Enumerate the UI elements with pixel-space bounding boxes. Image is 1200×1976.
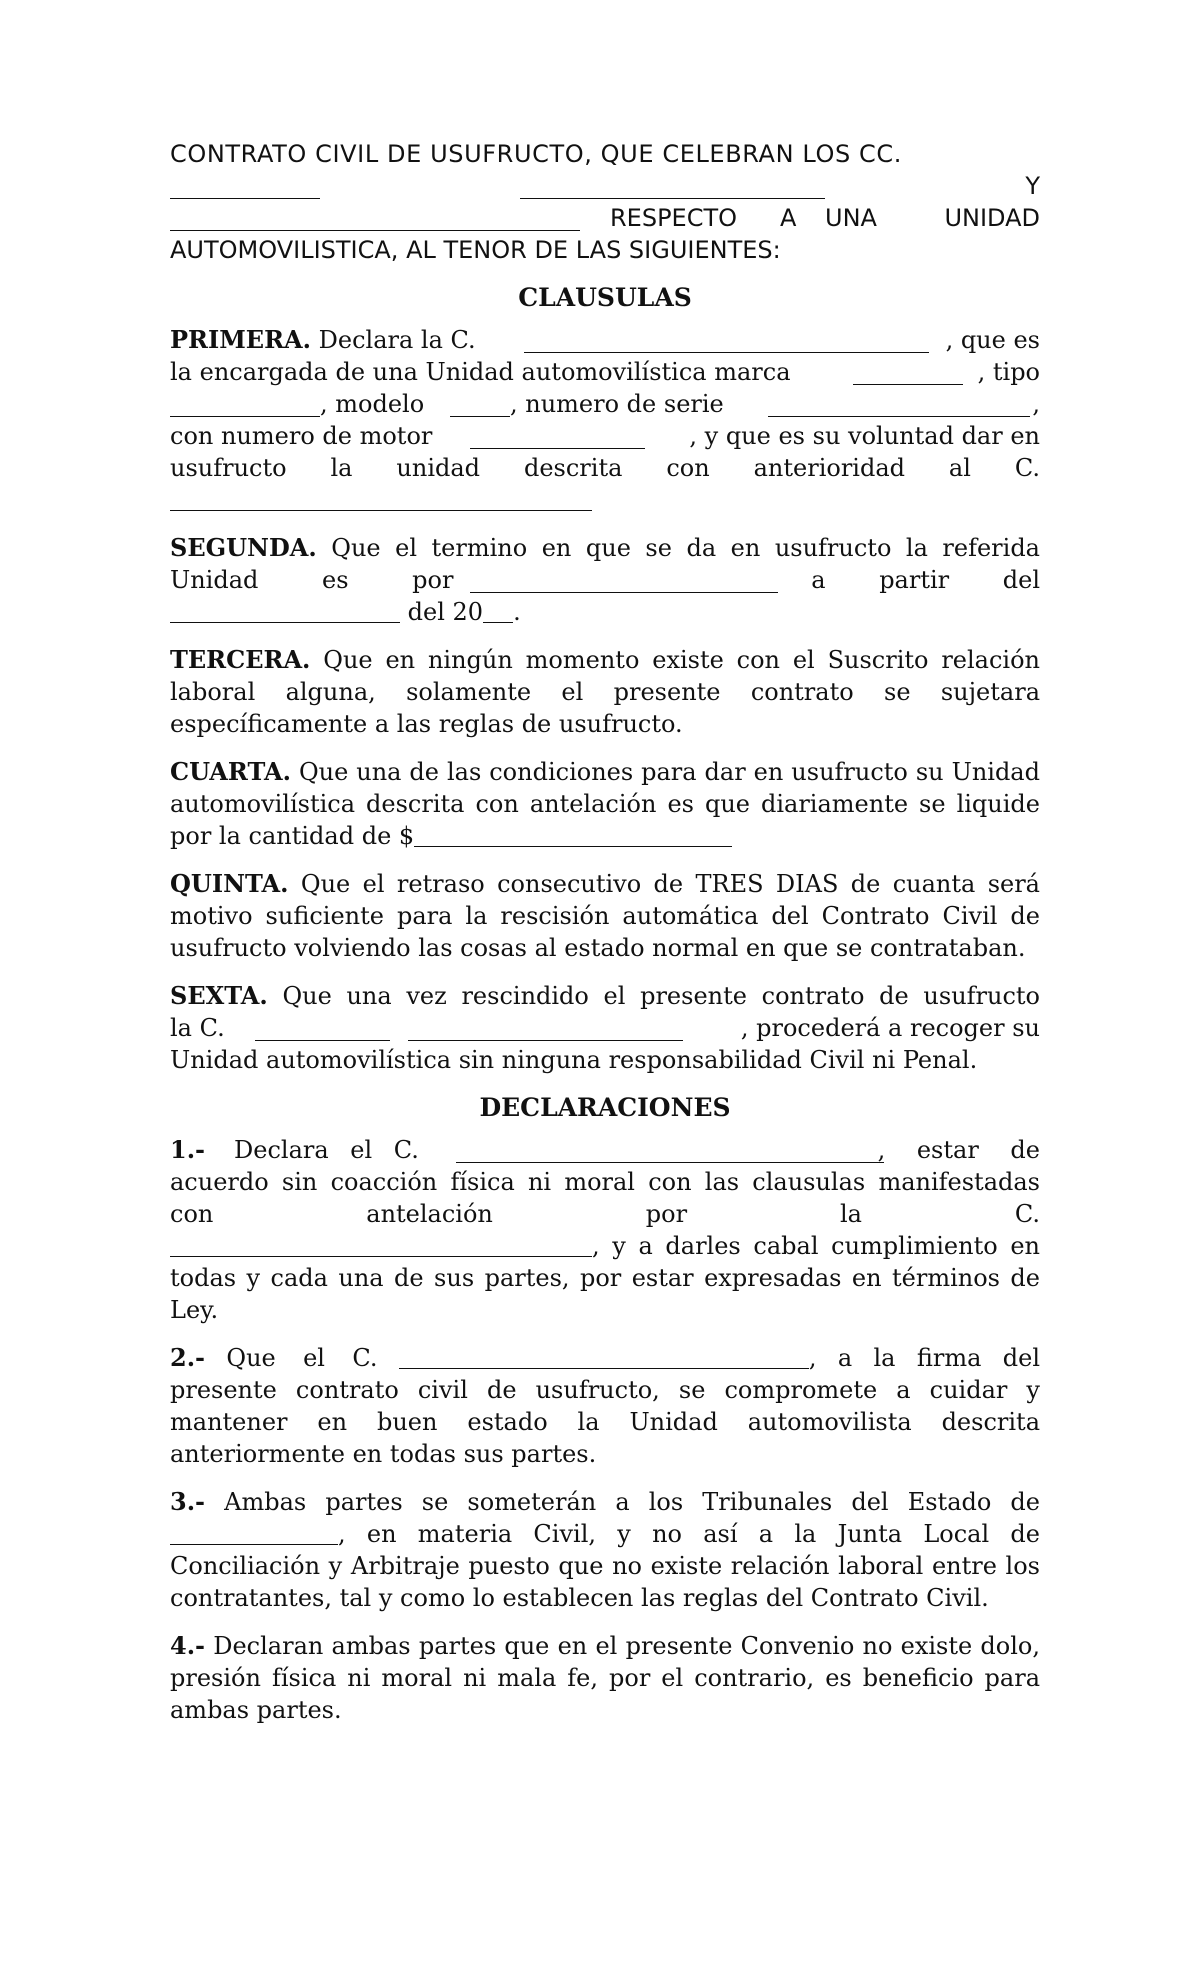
- d3-text: [170, 1486, 1040, 1614]
- d3-label: 3.-: [170, 1487, 206, 1516]
- d3-text-1: Ambas partes se someterán a los Tribunales del Estado de: [224, 1488, 1040, 1516]
- clause-cuarta: [170, 756, 1040, 852]
- clause-sexta: [170, 980, 1040, 1076]
- contract-body: [170, 138, 1040, 1742]
- segunda-text-4: del 20: [407, 598, 484, 626]
- blank-motor: [470, 424, 645, 449]
- segunda-line-2: [170, 564, 1040, 596]
- segunda-line-3: [170, 596, 1040, 628]
- d1-text-2: , estar de: [877, 1136, 1040, 1164]
- primera-line-3: [170, 388, 1040, 420]
- intro-line-3: [170, 202, 1040, 234]
- segunda-text-5: .: [513, 598, 521, 626]
- blank-termino: [470, 568, 778, 593]
- intro-line-1: [170, 138, 1040, 170]
- primera-text-2a: , que es: [945, 326, 1040, 354]
- d2-label: 2.-: [170, 1343, 206, 1372]
- blank-party-1b: [520, 174, 825, 199]
- declaracion-3: [170, 1486, 1040, 1614]
- clause-primera: [170, 324, 1040, 516]
- sexta-line-2: [170, 1012, 1040, 1044]
- clause-segunda: [170, 532, 1040, 628]
- blank-modelo: [450, 392, 510, 417]
- tercera-text: Que en ningún momento existe con el Suscrito relación laboral alguna, solamente el presente contrato se sujetara específicamente a las reglas de usufructo.: [170, 646, 1041, 738]
- sexta-text-2: la C.: [170, 1014, 225, 1042]
- blank-tipo: [170, 392, 320, 417]
- d1-line-2: [170, 1166, 1040, 1230]
- blank-cantidad: [414, 822, 732, 847]
- primera-text-2b: la encargada de una Unidad automovilística marca: [170, 358, 791, 386]
- primera-label: PRIMERA.: [170, 325, 311, 354]
- intro-line-4: [170, 234, 1040, 266]
- quinta-label: QUINTA.: [170, 869, 289, 898]
- intro-respecto: RESPECTO: [610, 204, 738, 232]
- declaracion-2: [170, 1342, 1040, 1470]
- tercera-label: TERCERA.: [170, 645, 311, 674]
- intro-unidad: UNIDAD: [944, 204, 1040, 232]
- clause-quinta: [170, 868, 1040, 964]
- d1-line-3: [170, 1230, 1040, 1326]
- d2-text-1: Que el C.: [226, 1344, 378, 1372]
- primera-text-8: , y que es su voluntad dar en: [689, 422, 1040, 450]
- cuarta-text: Que una de las condiciones para dar en usufructo su Unidad automovilística descrita con antelación es que diariamente se liquide por la cantidad de $: [170, 758, 1040, 850]
- primera-line-5: [170, 452, 1040, 484]
- sexta-line-1: [170, 980, 1040, 1012]
- d4-text: Declaran ambas partes que en el presente Convenio no existe dolo, presión física ni moral ni mala fe, por el contrario, es beneficio para ambas partes.: [170, 1632, 1040, 1724]
- intro-a: A: [780, 204, 797, 232]
- blank-primera-name: [524, 328, 929, 353]
- primera-line-4: [170, 420, 1040, 452]
- blank-d1-recipient: [170, 1232, 592, 1257]
- declaracion-1: [170, 1134, 1040, 1326]
- sexta-text-1: Que una vez rescindido el presente contrato de usufructo: [282, 982, 1040, 1010]
- blank-d1-name: [456, 1138, 884, 1163]
- primera-text-4: , modelo: [320, 390, 425, 418]
- d1-text-1: Declara el C.: [234, 1136, 419, 1164]
- segunda-text-2: Unidad es por: [170, 566, 454, 594]
- segunda-text-3: a partir del: [811, 566, 1040, 594]
- blank-anio: [483, 598, 513, 623]
- blank-party-1a: [170, 174, 320, 199]
- segunda-line-1: [170, 532, 1040, 564]
- primera-line-1: [170, 324, 1040, 356]
- sexta-line-3: [170, 1044, 1040, 1076]
- primera-line-2: [170, 356, 1040, 388]
- contract-intro: [170, 138, 1040, 266]
- intro-title-text: CONTRATO CIVIL DE USUFRUCTO, QUE CELEBRAN LOS CC.: [170, 140, 902, 168]
- d1-label: 1.-: [170, 1135, 206, 1164]
- d3-text-2: , en materia Civil, y no así a la Junta Local de Conciliación y Arbitraje puesto que no existe relación laboral entre los contratantes, tal y como lo establecen las reglas del Contrato Civil.: [170, 1520, 1040, 1612]
- d2-text: [170, 1342, 1040, 1470]
- clausulas-heading: CLAUSULAS: [518, 283, 692, 312]
- clause-tercera: [170, 644, 1040, 740]
- segunda-text-1: Que el termino en que se da en usufructo la referida: [331, 534, 1040, 562]
- primera-text-9: usufructo la unidad descrita con anterioridad al C.: [170, 454, 1040, 482]
- intro-and: Y: [1025, 172, 1040, 200]
- intro-closing-text: AUTOMOVILISTICA, AL TENOR DE LAS SIGUIENTES:: [170, 236, 781, 264]
- primera-text-6: ,: [1032, 390, 1040, 418]
- primera-text-7: con numero de motor: [170, 422, 433, 450]
- d1-text-4: , y a darles cabal cumplimiento en todas y cada una de sus partes, por estar expresadas en términos de Ley.: [170, 1232, 1040, 1324]
- segunda-label: SEGUNDA.: [170, 533, 317, 562]
- primera-text-1: Declara la C.: [318, 326, 476, 354]
- blank-serie: [768, 392, 1030, 417]
- blank-d2-name: [399, 1344, 809, 1369]
- blank-sexta-name-b: [408, 1016, 683, 1041]
- intro-una: UNA: [825, 204, 877, 232]
- sexta-text-4: Unidad automovilística sin ninguna responsabilidad Civil ni Penal.: [170, 1046, 978, 1074]
- primera-line-6: [170, 484, 1040, 516]
- primera-text-5: , numero de serie: [510, 390, 724, 418]
- blank-marca: [853, 360, 963, 385]
- intro-line-2: [170, 170, 1040, 202]
- primera-text-3: , tipo: [977, 358, 1040, 386]
- sexta-label: SEXTA.: [170, 981, 268, 1010]
- cuarta-label: CUARTA.: [170, 757, 291, 786]
- d1-text-3: acuerdo sin coacción física ni moral con las clausulas manifestadas con antelación por la C.: [170, 1168, 1040, 1228]
- blank-primera-recipient: [170, 486, 592, 511]
- blank-sexta-name-a: [255, 1016, 390, 1041]
- quinta-text: Que el retraso consecutivo de TRES DIAS de cuanta será motivo suficiente para la rescisión automática del Contrato Civil de usufructo volviendo las cosas al estado normal en que se contrataban.: [170, 870, 1040, 962]
- blank-estado: [170, 1520, 338, 1545]
- d1-line-1: [170, 1134, 1040, 1166]
- blank-party-2: [170, 206, 580, 231]
- d2-text-2: , a la firma del presente contrato civil de usufructo, se compromete a cuidar y mantener en buen estado la Unidad automovilista descrita anteriormente en todas sus partes.: [170, 1344, 1040, 1468]
- declaracion-4: [170, 1630, 1040, 1726]
- blank-fecha: [170, 598, 400, 623]
- d4-label: 4.-: [170, 1631, 206, 1660]
- sexta-text-3: , procederá a recoger su: [740, 1014, 1040, 1042]
- declaraciones-heading: DECLARACIONES: [479, 1093, 731, 1122]
